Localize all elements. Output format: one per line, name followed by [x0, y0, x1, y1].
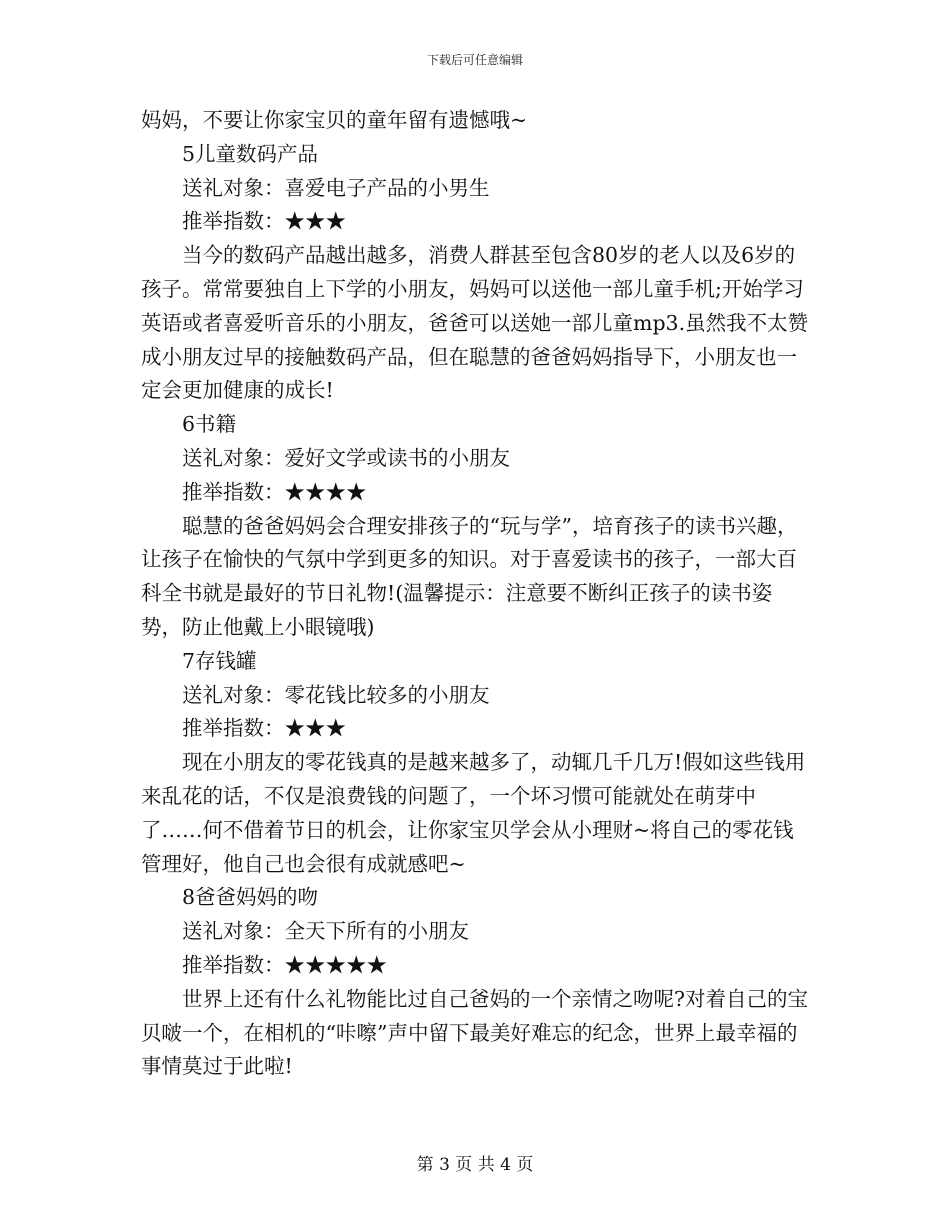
rating-label: 推举指数： [182, 209, 285, 234]
section-rating-digital [141, 205, 809, 239]
section-rating-parent-kiss [141, 949, 809, 983]
intro-paragraph-tail: 妈妈，不要让你家宝贝的童年留有遗憾哦~ [141, 108, 528, 132]
page-header: 下载后可任意编辑 [426, 53, 523, 67]
rating-label: 推举指数： [182, 716, 285, 741]
section-rating-piggy-bank [141, 712, 809, 746]
section-target-digital: 送礼对象：喜爱电子产品的小男生 [182, 175, 490, 200]
section-heading-digital: 5儿童数码产品 [182, 141, 319, 166]
section-heading-parent-kiss: 8爸爸妈妈的吻 [182, 885, 319, 910]
section-target-books: 送礼对象：爱好文学或读书的小朋友 [182, 445, 510, 470]
section-description-piggy-bank: 现在小朋友的零花钱真的是越来越多了，动辄几千几万!假如这些钱用来乱花的话，不仅是浪费钱的问题了，一个坏习惯可能就处在萌芽中了……何不借着节日的机会，让你家宝贝学会从小理财~将自己的零花钱管理好，他自己也会很有成就感吧~ [141, 750, 806, 876]
section-heading-piggy-bank: 7存钱罐 [182, 648, 257, 673]
rating-label: 推举指数： [182, 479, 285, 504]
section-description-digital: 当今的数码产品越出越多，消费人群甚至包含80岁的老人以及6岁的孩子。常常要独自上下学的小朋友，妈妈可以送他一部儿童手机;开始学习英语或者喜爱听音乐的小朋友，爸爸可以送她一部儿童mp3.虽然我不太赞成小朋友过早的接触数码产品，但在聪慧的爸爸妈妈指导下，小朋友也一定会更加健康的成长! [141, 243, 809, 403]
section-description-books: 聪慧的爸爸妈妈会合理安排孩子的“玩与学”，培育孩子的读书兴趣，让孩子在愉快的气氛中学到更多的知识。对于喜爱读书的孩子，一部大百科全书就是最好的节日礼物!(温馨提示：注意要不断纠正孩子的读书姿势，防止他戴上小眼镜哦) [141, 513, 798, 639]
document-body [141, 104, 809, 1084]
rating-label: 推举指数： [182, 952, 285, 977]
rating-stars: ★★★ [284, 716, 346, 741]
section-description-parent-kiss: 世界上还有什么礼物能比过自己爸妈的一个亲情之吻呢?对着自己的宝贝啵一个，在相机的“咔嚓”声中留下最美好难忘的纪念，世界上最幸福的事情莫过于此啦! [141, 986, 808, 1079]
section-target-piggy-bank: 送礼对象：零花钱比较多的小朋友 [182, 682, 490, 707]
section-target-parent-kiss: 送礼对象：全天下所有的小朋友 [182, 919, 469, 944]
rating-stars: ★★★★★ [284, 952, 387, 977]
rating-stars: ★★★ [284, 209, 346, 234]
section-rating-books [141, 476, 809, 510]
page-number-footer: 第 3 页 共 4 页 [416, 1155, 534, 1175]
section-heading-books: 6书籍 [182, 412, 237, 437]
rating-stars: ★★★★ [284, 479, 367, 504]
